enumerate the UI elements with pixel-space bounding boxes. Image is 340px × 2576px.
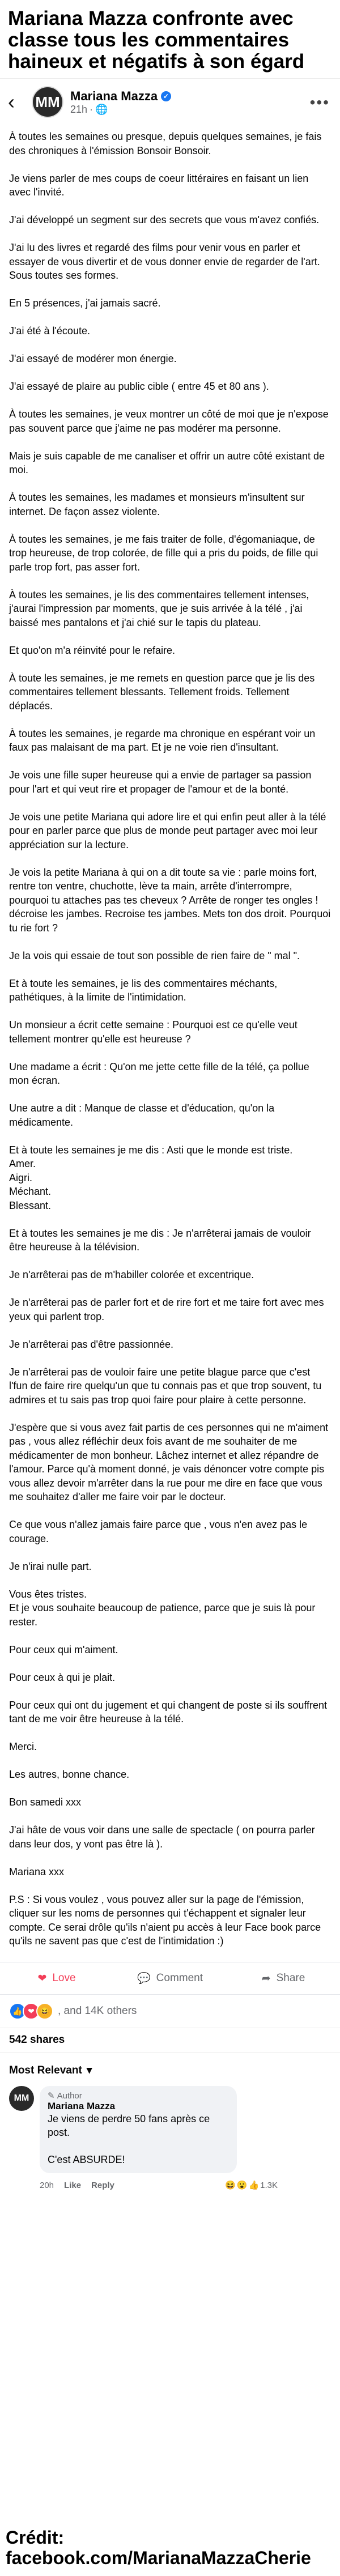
post-paragraph: Je vois une fille super heureuse qui a envie de partager sa passion pour l'art et qui veut rire et propager de l'amour et de la bonté.: [9, 769, 312, 795]
post-paragraph: J'ai essayé de plaire au public cible ( entre 45 et 80 ans ).: [9, 381, 269, 392]
share-button[interactable]: [227, 1972, 340, 1985]
post-paragraph: Je n'arrêterai pas de m'habiller colorée et excentrique.: [9, 1269, 254, 1280]
comment-time[interactable]: 20h: [40, 2180, 54, 2190]
comment-like-button[interactable]: Like: [64, 2180, 82, 2190]
comment-button-label: Comment: [156, 1972, 203, 1984]
post-paragraph: Et quo'on m'a réinvité pour le refaire.: [9, 644, 176, 656]
post-author-row: [70, 89, 171, 104]
haha-reaction-icon: 😆: [225, 2181, 236, 2190]
post-paragraph: Les autres, bonne chance.: [9, 1769, 130, 1780]
author-tag: [48, 2090, 229, 2101]
post-paragraph: Et à toute les semaines, je lis des commentaires méchants, pathétiques, à la limite de l'intimidation.: [9, 977, 278, 1003]
chevron-down-icon: ▾: [86, 2064, 92, 2076]
post-paragraph: Vous êtes tristes. Et je vous souhaite beaucoup de patience, parce que je suis là pour rester.: [9, 1588, 316, 1628]
post-paragraph: Je n'arrêterai pas d'être passionnée.: [9, 1338, 174, 1350]
haha-reaction-icon: 😆: [36, 2003, 53, 2020]
post-paragraph: Et à toutes les semaines je me dis : Je n'arrêterai jamais de vouloir être heureuse à la télévision.: [9, 1227, 311, 1253]
comment-reply-button[interactable]: Reply: [91, 2180, 114, 2190]
post-paragraph: Mais je suis capable de me canaliser et offrir un autre côté existant de moi.: [9, 450, 325, 475]
post-paragraph: À toutes les semaines ou presque, depuis quelques semaines, je fais des chroniques à l'émission Bonsoir Bonsoir.: [9, 131, 322, 156]
post-paragraph: Et à toute les semaines je me dis : Asti que le monde est triste. Amer. Aigri. Méchant. Blessant.: [9, 1144, 293, 1211]
comment-bubble: [40, 2086, 237, 2173]
post-paragraph: Une autre a dit : Manque de classe et d'éducation, qu'on la médicamente.: [9, 1102, 275, 1128]
post-time[interactable]: 21h: [70, 103, 88, 115]
avatar[interactable]: MM: [32, 86, 63, 118]
post-paragraph: J'ai essayé de modérer mon énergie.: [9, 353, 177, 364]
post-paragraph: Je viens parler de mes coups de coeur littéraires en faisant un lien avec l'invité.: [9, 172, 309, 198]
post-paragraph: Pour ceux qui m'aiment.: [9, 1643, 118, 1655]
reactions-count: , and 14K others: [58, 2005, 137, 2017]
post-paragraph: Merci.: [9, 1741, 37, 1752]
post-paragraph: Mariana xxx: [9, 1866, 65, 1877]
reaction-icons: [9, 2003, 53, 2020]
post-paragraph: Je n'arrêterai pas de parler fort et de rire fort et me taire fort avec mes yeux qui parlent trop.: [9, 1297, 324, 1322]
comment-sort[interactable]: [0, 2053, 340, 2081]
post-paragraph: J'ai développé un segment sur des secrets que vous m'avez confiés.: [9, 214, 320, 225]
share-button-label: Share: [276, 1972, 305, 1984]
post-paragraph: En 5 présences, j'ai jamais sacré.: [9, 297, 161, 309]
post-paragraph: Je n'irai nulle part.: [9, 1560, 92, 1572]
post-meta: [70, 104, 171, 116]
post-paragraph: Je n'arrêterai pas de vouloir faire une petite blague parce que c'est l'fun de faire rire quelqu'un que tu connais pas et que trop souvent, tu admires et tu sais pas trop quoi faire pour plaire à cette personne.: [9, 1366, 322, 1406]
post-paragraph: Bon samedi xxx: [9, 1796, 82, 1808]
verified-badge-icon: ✓: [161, 91, 171, 101]
back-arrow-icon[interactable]: ‹: [8, 90, 15, 113]
love-button[interactable]: [0, 1972, 113, 1985]
post-header: [0, 79, 340, 125]
post-body: [0, 125, 340, 1948]
comment: [0, 2081, 340, 2178]
heart-icon: ❤: [37, 1972, 47, 1985]
post-paragraph: Je vois une petite Mariana qui adore lire et qui enfin peut aller à la télé pour en parler parce que plus de monde peut partager avec moi leur appréciation sur la lecture.: [9, 811, 326, 850]
dot-separator: ·: [90, 103, 94, 115]
post-paragraph: J'ai hâte de vous voir dans une salle de spectacle ( on pourra parler dans leur dos, y vont pas être là ).: [9, 1824, 315, 1850]
share-icon: ➦: [261, 1972, 271, 1985]
post-paragraph: Je la vois qui essaie de tout son possible de rien faire de " mal ".: [9, 949, 300, 961]
post-paragraph: Je vois la petite Mariana à qui on a dit toute sa vie : parle moins fort, rentre ton ventre, chuchotte, lève ta main, arrête d'interrompre, pourquoi tu attaches pas tes cheveux ? Arrête de ronger tes ongles ! décroise les jambes. Recroise tes jambes. Mets ton dos droit. Pourquoi tu rie fort ?: [9, 866, 331, 934]
post-paragraph: À toutes les semaines, je veux montrer un côté de moi que je n'expose pas souvent parce que j'aime ne pas modérer ma personne.: [9, 408, 329, 434]
post-paragraph: À toutes les semaines, les madames et monsieurs m'insultent sur internet. De façon assez violente.: [9, 492, 305, 517]
comment-author-name[interactable]: Mariana Mazza: [48, 2101, 116, 2111]
post-actions: [0, 1962, 340, 1995]
comment-button[interactable]: [113, 1972, 227, 1985]
love-button-label: Love: [52, 1972, 76, 1984]
globe-icon: 🌐: [95, 103, 108, 115]
shares-count[interactable]: 542 shares: [0, 2028, 340, 2053]
pencil-icon: ✎: [48, 2091, 55, 2101]
post-paragraph: J'ai été à l'écoute.: [9, 325, 90, 337]
like-reaction-icon: 👍: [9, 2003, 26, 2020]
love-reaction-icon: ❤: [23, 2003, 40, 2020]
post-paragraph: Un monsieur a écrit cette semaine : Pourquoi est ce qu'elle veut tellement montrer qu'elle est heureuse ?: [9, 1019, 298, 1045]
post-paragraph: À toutes les semaines, je regarde ma chronique en espérant voir un faux pas malaisant de ma part. Et je ne voie rien d'insultant.: [9, 727, 316, 753]
post-paragraph: Une madame a écrit : Qu'on me jette cette fille de la télé, ça pollue mon écran.: [9, 1061, 309, 1086]
comment-icon: 💬: [137, 1973, 151, 1985]
post-paragraph: Ce que vous n'allez jamais faire parce que , vous n'en avez pas le courage.: [9, 1519, 308, 1544]
comment-reaction-count: 1.3K: [260, 2180, 278, 2190]
wow-reaction-icon: 😮: [236, 2181, 248, 2190]
post-author-info: [70, 89, 171, 116]
like-reaction-icon: 👍: [248, 2181, 260, 2190]
post-paragraph: Pour ceux à qui je plait.: [9, 1671, 116, 1683]
comment-text: Je viens de perdre 50 fans après ce post. C'est ABSURDE!: [48, 2113, 210, 2165]
facebook-post: [0, 78, 340, 2190]
post-paragraph: À toutes les semaines, je me fais traiter de folle, d'égomaniaque, de trop heureuse, de trop colorée, de fille qui a pris du poids, de fille qui parle trop fort, pas asser fort.: [9, 533, 318, 573]
article-headline: Mariana Mazza confronte avec classe tous les commentaires haineux et négatifs à son égard: [8, 7, 305, 73]
post-paragraph: À toute les semaines, je me remets en question parce que je lis des commentaires tellement blessants. Tellement froids. Tellement déplacés.: [9, 672, 315, 712]
comment-sort-label: Most Relevant: [9, 2064, 82, 2076]
post-paragraph: J'espère que si vous avez fait partis de ces personnes qui ne m'aiment pas , vous allez réfléchir deux fois avant de me souhaiter de me médicamenter de mon bonheur. Lâchez internet et allez répandre de l'amour. Parce qu'à moment donné, je vais dénoncer votre compte pis vous allez devoir m'arrêter dans la rue pour me dire en face que vous me souhaitez d'aller me faire voir par le docteur.: [9, 1421, 329, 1502]
author-tag-label: Author: [57, 2090, 82, 2101]
comment-avatar[interactable]: MM: [9, 2086, 34, 2111]
post-paragraph: J'ai lu des livres et regardé des films pour venir vous en parler et essayer de vous divertir et de vous donner envie de regarder de l'art. Sous toutes ses formes.: [9, 242, 320, 281]
post-paragraph: Pour ceux qui ont du jugement et qui changent de poste si ils souffrent tant de me voir être heureuse à la télé.: [9, 1699, 328, 1725]
photo-credit: Crédit: facebook.com/MarianaMazzaCherie: [6, 2527, 311, 2568]
more-options-icon[interactable]: •••: [309, 93, 330, 111]
reactions-summary[interactable]: [0, 1995, 340, 2028]
comment-reactions[interactable]: [225, 2180, 278, 2190]
post-paragraph: P.S : Si vous voulez , vous pouvez aller sur la page de l'émission, cliquer sur les noms de personnes qui t'échappent et signaler leur compte. Ce serai drôle qu'ils n'aient pu accès à leur Face book parce qu'ils ne savent pas que c'est de l'intimidation :): [9, 1893, 321, 1947]
post-author-name[interactable]: Mariana Mazza: [70, 88, 158, 103]
comment-footer: [0, 2178, 340, 2190]
post-paragraph: À toutes les semaines, je lis des commentaires tellement intenses, j'aurai l'impression par moments, que je suis arrivée à la télé , j'ai baissé mes pantalons et j'ai chié sur le tapis du plateau.: [9, 589, 309, 628]
